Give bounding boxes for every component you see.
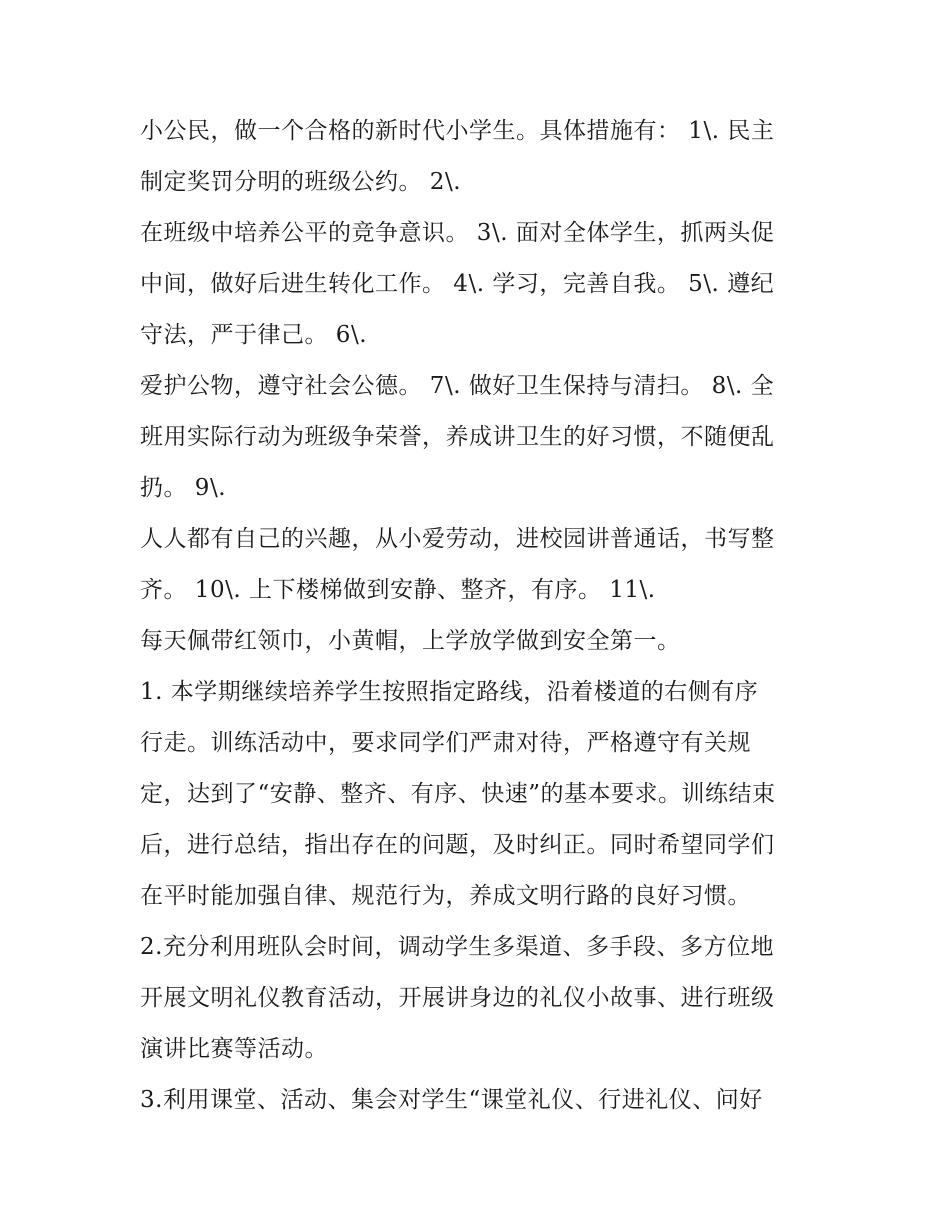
text-line: 爱护公物，遵守社会公德。 7\. 做好卫生保持与清扫。 8\. 全 xyxy=(140,373,775,399)
text-line: 齐。 10\. 上下楼梯做到安静、整齐，有序。 11\. xyxy=(140,577,656,603)
text-line: 守法，严于律己。 6\. xyxy=(140,322,368,348)
text-line: 扔。 9\. xyxy=(140,475,227,501)
document-body xyxy=(140,106,820,1126)
text-line: 在班级中培养公平的竞争意识。 3\. 面对全体学生，抓两头促 xyxy=(140,220,775,246)
text-line: 人人都有自己的兴趣，从小爱劳动，进校园讲普通话，书写整 xyxy=(140,526,775,552)
text-line: 1. 本学期继续培养学生按照指定路线，沿着楼道的右侧有序 xyxy=(140,679,759,705)
text-line: 中间，做好后进生转化工作。 4\. 学习，完善自我。 5\. 遵纪 xyxy=(140,271,775,297)
text-line: 制定奖罚分明的班级公约。 2\. xyxy=(140,169,462,195)
text-line: 开展文明礼仪教育活动，开展讲身边的礼仪小故事、进行班级 xyxy=(140,985,775,1011)
text-line: 班用实际行动为班级争荣誉，养成讲卫生的好习惯，不随便乱 xyxy=(140,424,775,450)
text-line: 2.充分利用班队会时间，调动学生多渠道、多手段、多方位地 xyxy=(140,934,774,960)
text-line: 演讲比赛等活动。 xyxy=(140,1036,328,1062)
text-line: 每天佩带红领巾，小黄帽，上学放学做到安全第一。 xyxy=(140,628,681,654)
text-line: 后，进行总结，指出存在的问题，及时纠正。同时希望同学们 xyxy=(140,832,775,858)
text-line: 3.利用课堂、活动、集会对学生“课堂礼仪、行进礼仪、问好 xyxy=(140,1087,763,1113)
text-line: 定，达到了“安静、整齐、有序、快速”的基本要求。训练结束 xyxy=(140,781,776,807)
text-line: 小公民，做一个合格的新时代小学生。具体措施有： 1\. 民主 xyxy=(140,118,775,144)
text-line: 行走。训练活动中，要求同学们严肃对待，严格遵守有关规 xyxy=(140,730,751,756)
text-line: 在平时能加强自律、规范行为，养成文明行路的良好习惯。 xyxy=(140,883,751,909)
